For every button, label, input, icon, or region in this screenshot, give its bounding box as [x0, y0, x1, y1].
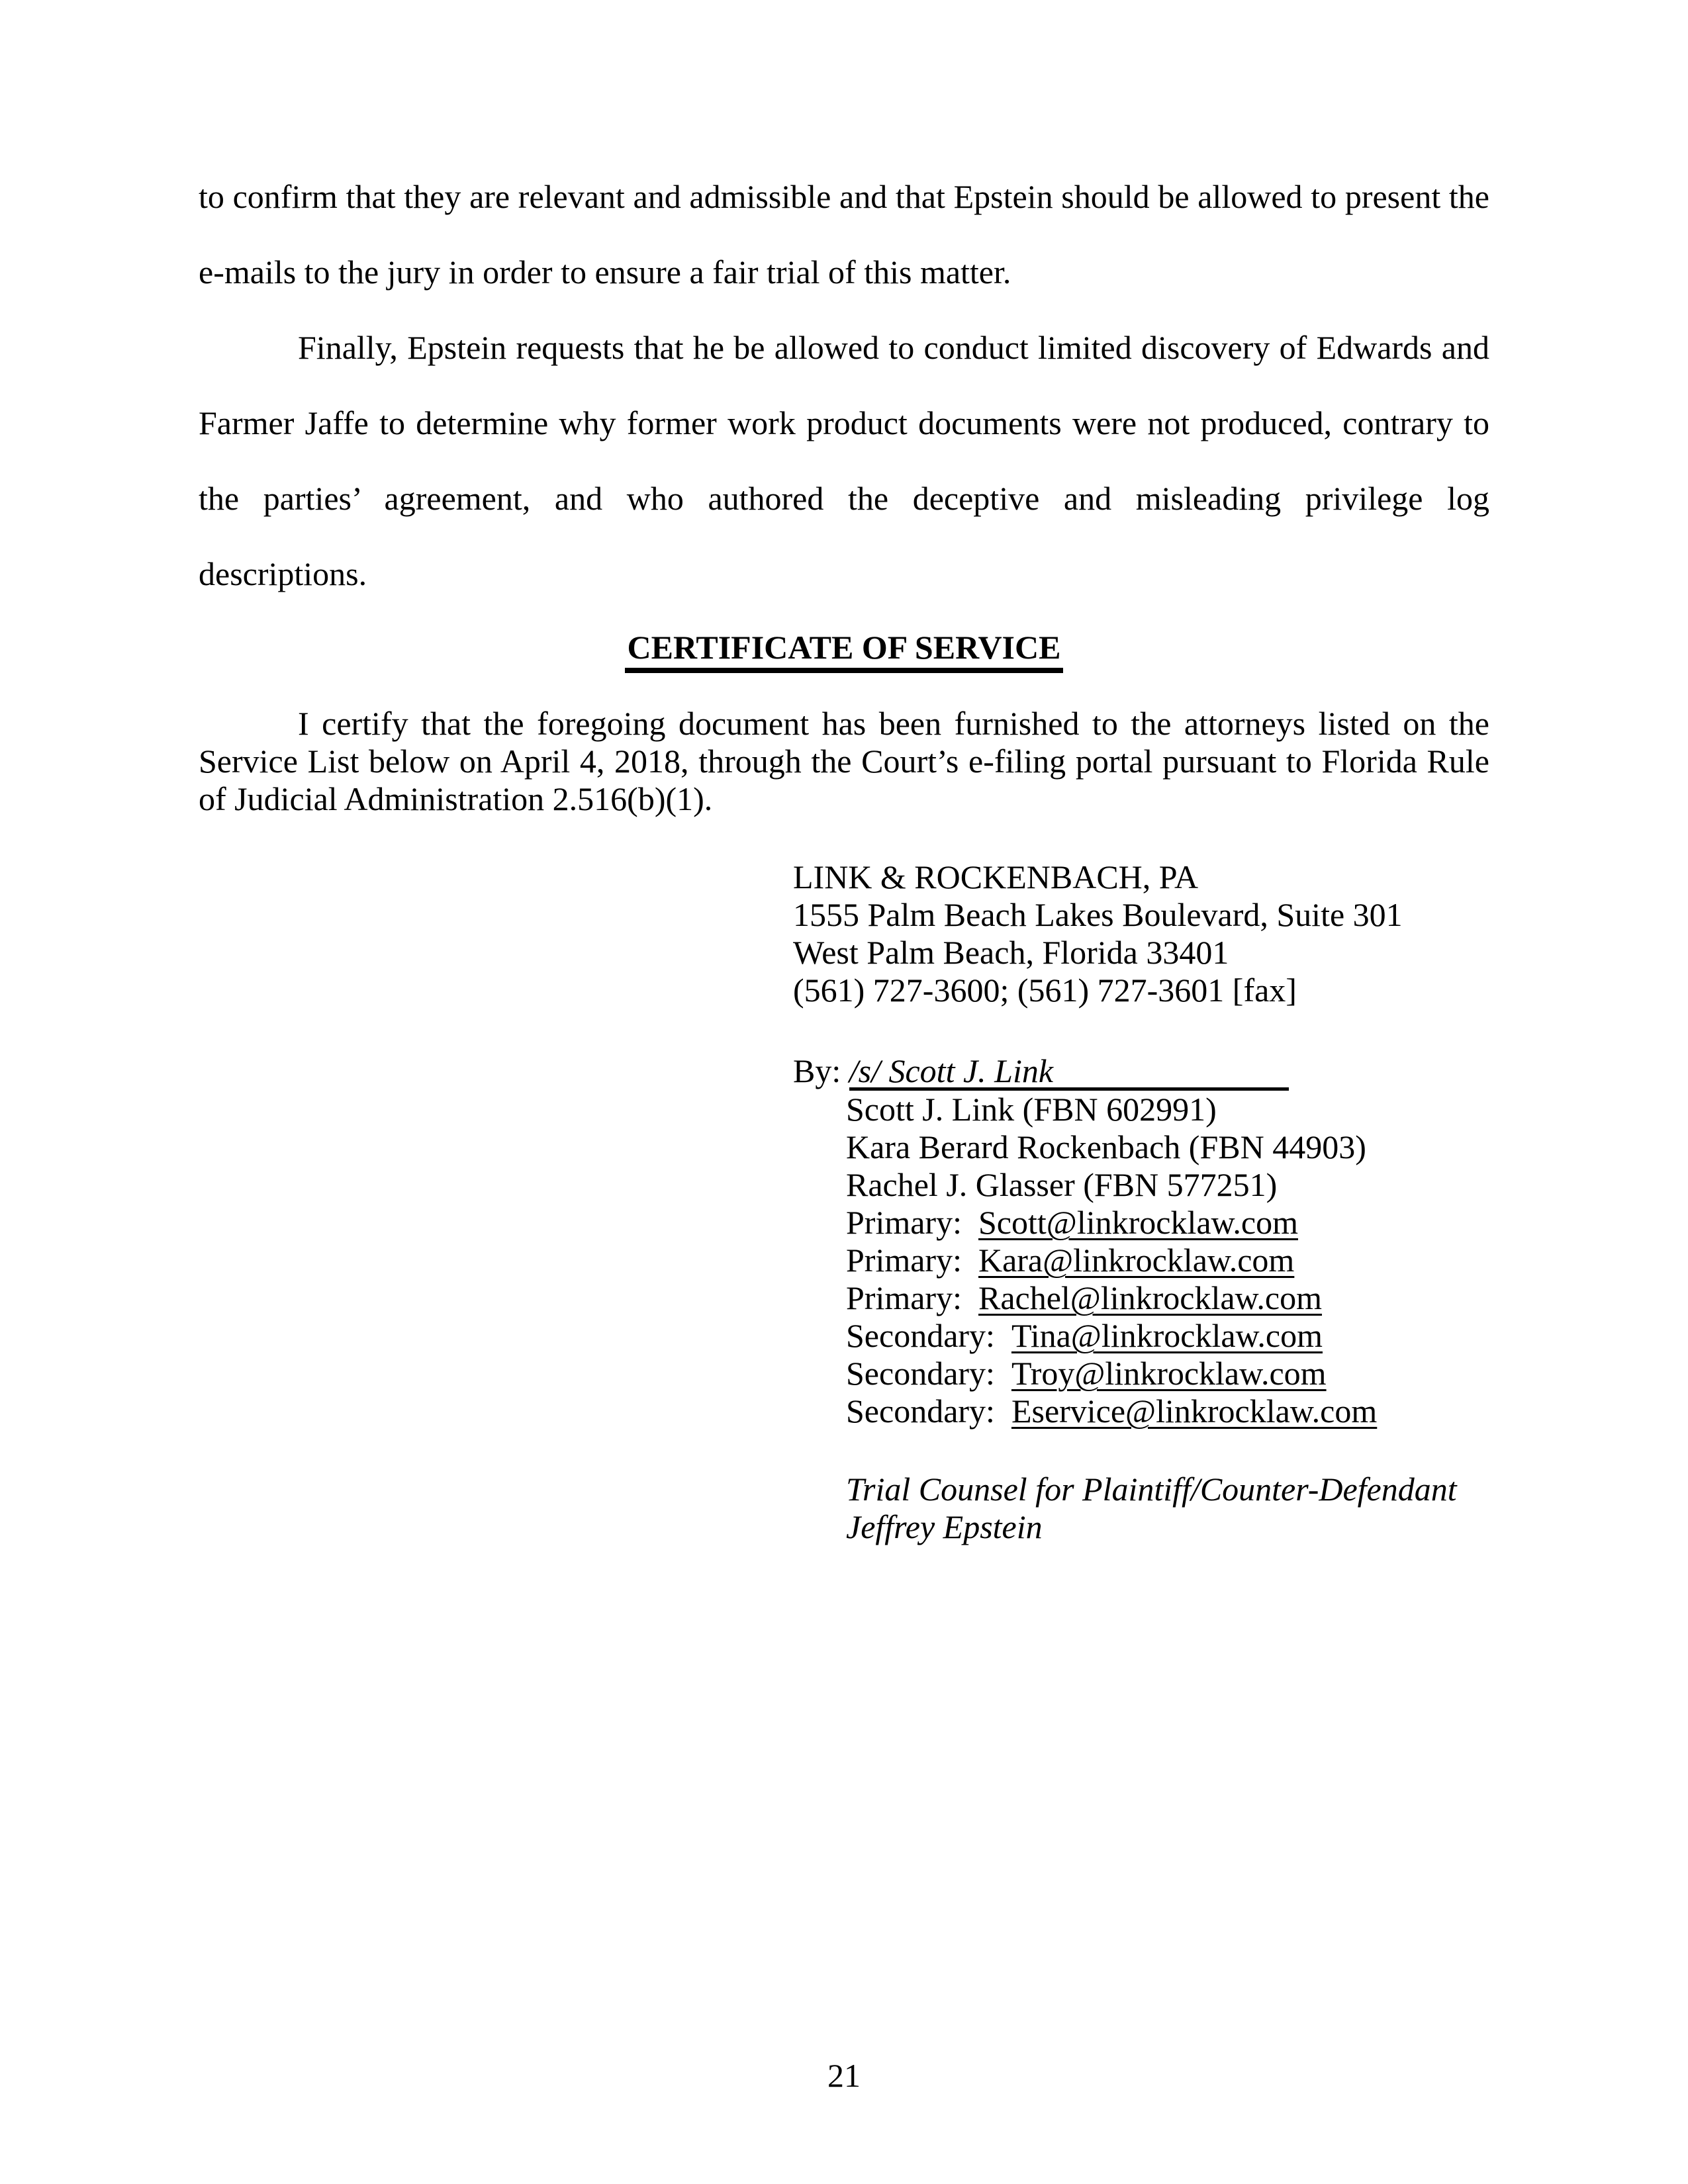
email-label: Secondary: [846, 1392, 995, 1430]
email-address: Scott@linkrocklaw.com [978, 1204, 1298, 1241]
counsel-designation [846, 1471, 1489, 1546]
firm-address-line-2: West Palm Beach, Florida 33401 [793, 934, 1229, 971]
email-label: Primary: [846, 1242, 962, 1279]
firm-phone-line: (561) 727-3600; (561) 727-3601 [fax] [793, 972, 1297, 1009]
email-address: Eservice@linkrocklaw.com [1011, 1392, 1378, 1430]
email-label: Primary: [846, 1279, 962, 1316]
body-paragraph-finally: Finally, Epstein requests that he be allowed to conduct limited discovery of Edwards and Farmer Jaffe to determine why former work product documents were not produced, contrary to the parties’ agreement, and who authored the deceptive and misleading privilege log descriptions. [199, 329, 1489, 592]
electronic-signature: /s/ Scott J. Link [849, 1054, 1289, 1091]
email-row [846, 1204, 1489, 1242]
firm-name: LINK & ROCKENBACH, PA [793, 858, 1199, 895]
email-address: Troy@linkrocklaw.com [1011, 1355, 1327, 1392]
firm-address-line-1: 1555 Palm Beach Lakes Boulevard, Suite 301 [793, 896, 1403, 933]
attorney-line: Rachel J. Glasser (FBN 577251) [846, 1166, 1278, 1203]
email-row [846, 1355, 1489, 1392]
page-content [0, 159, 1688, 1546]
section-heading-row [199, 628, 1489, 670]
signature-block [793, 858, 1489, 1546]
email-row [846, 1279, 1489, 1317]
email-label: Primary: [846, 1204, 962, 1241]
email-address: Rachel@linkrocklaw.com [978, 1279, 1323, 1316]
by-label: By: [793, 1052, 841, 1089]
signature-by-line [793, 1052, 1489, 1091]
email-row [846, 1317, 1489, 1355]
certificate-of-service-heading: CERTIFICATE OF SERVICE [625, 631, 1064, 673]
counsel-line-1: Trial Counsel for Plaintiff/Counter-Defendant [846, 1471, 1457, 1508]
email-address: Kara@linkrocklaw.com [978, 1242, 1295, 1279]
email-row [846, 1392, 1489, 1430]
certificate-paragraph: I certify that the foregoing document has been furnished to the attorneys listed on the Service List below on April 4, 2018, through the Court’s e-filing portal pursuant to Florida Rule of Judicial Administration 2.516(b)(1). [199, 705, 1489, 817]
body-paragraph-continuation: to confirm that they are relevant and admissible and that Epstein should be allowed to present the e-mails to the jury in order to ensure a fair trial of this matter. [199, 178, 1489, 291]
email-row [846, 1242, 1489, 1279]
page-number: 21 [827, 2057, 861, 2094]
counsel-line-2: Jeffrey Epstein [846, 1508, 1043, 1545]
attorney-list [846, 1091, 1489, 1430]
attorney-line: Kara Berard Rockenbach (FBN 44903) [846, 1128, 1366, 1165]
email-label: Secondary: [846, 1317, 995, 1354]
email-address: Tina@linkrocklaw.com [1011, 1317, 1323, 1354]
attorney-line: Scott J. Link (FBN 602991) [846, 1091, 1217, 1128]
email-label: Secondary: [846, 1355, 995, 1392]
